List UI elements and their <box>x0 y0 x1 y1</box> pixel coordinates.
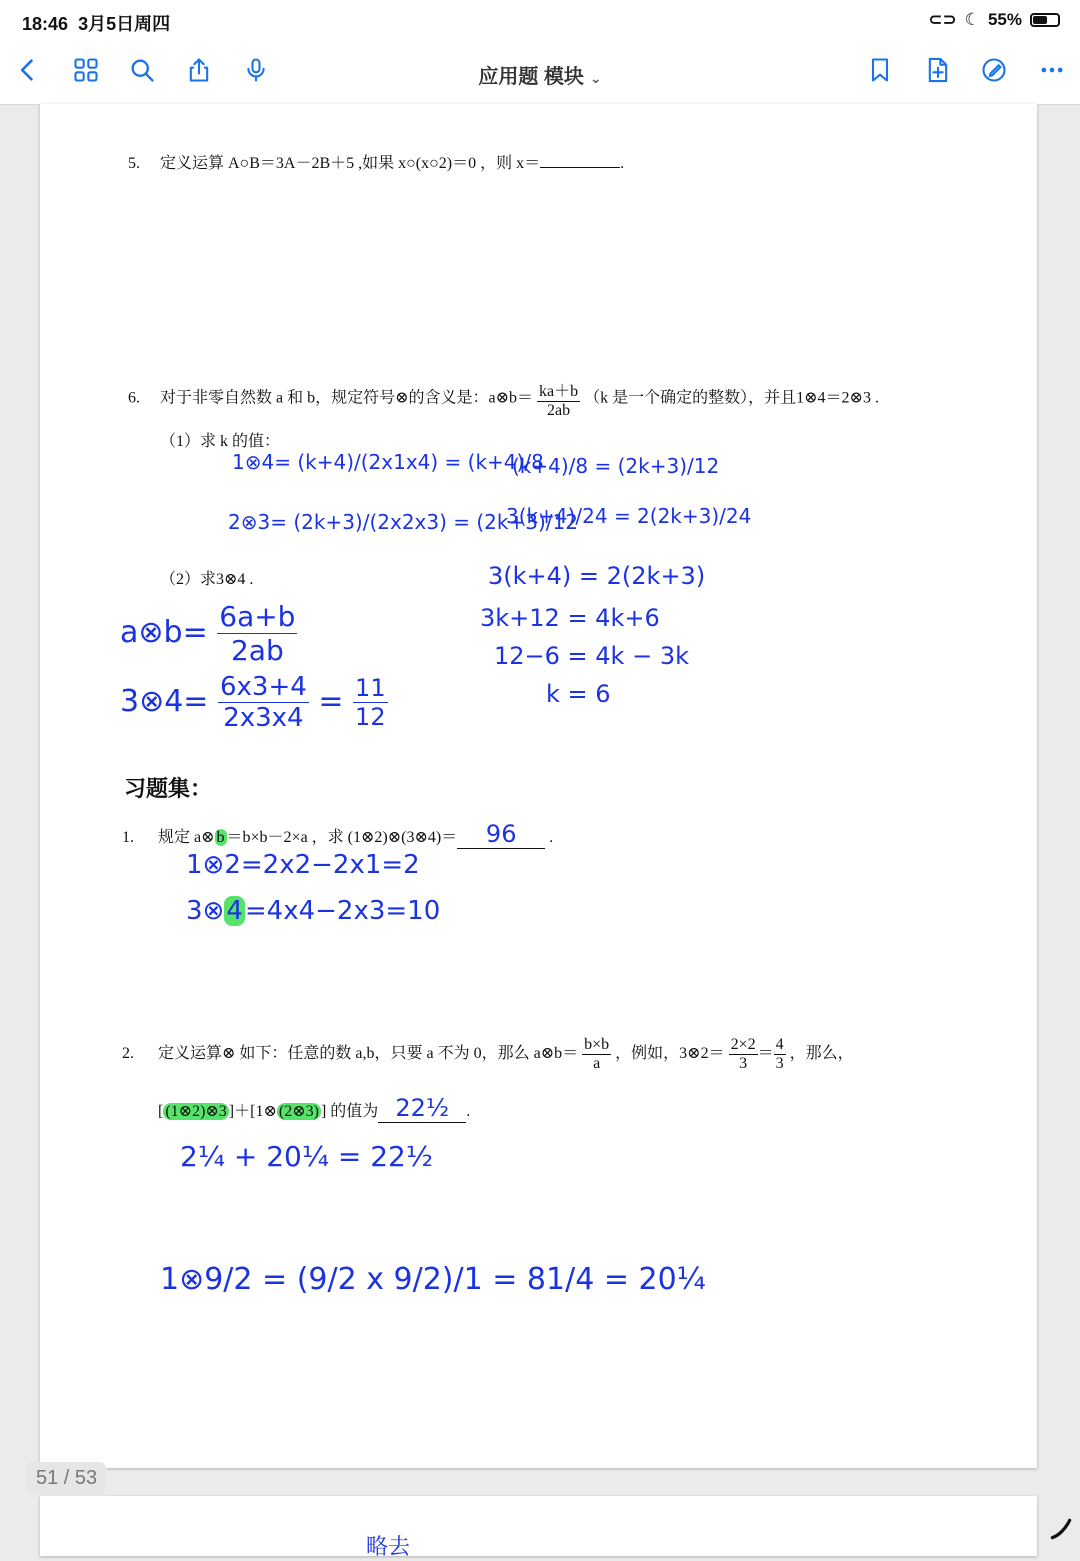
ink-line: 2¼ + 20¼ = 22½ <box>180 1140 434 1173</box>
chevron-down-icon: ⌄ <box>589 70 602 86</box>
question-6: 6. 对于非零自然数 a 和 b，规定符号⊗的含义是：a⊗b＝ $\frac{ka+b}{2ab}$ （k 是一个确定的整数），并且1⊗4＝2⊗3 . <box>128 378 879 420</box>
ink-line: k = 6 <box>546 680 611 708</box>
status-right <box>928 10 1060 30</box>
add-page-icon[interactable] <box>922 54 954 86</box>
more-icon[interactable] <box>1036 54 1068 86</box>
question-5: 5. 定义运算 A○B＝3A－2B＋5 ,如果 x○(x○2)＝0 ，则 x＝ . <box>128 155 625 172</box>
ink-answer: 96 <box>485 820 517 848</box>
page-indicator: 51 / 53 <box>26 1462 107 1494</box>
ink-line: 12−6 = 4k − 3k <box>494 642 689 670</box>
section-title: 习题集： <box>124 777 213 802</box>
question-6-part-2: （2）求3⊗4 . <box>160 571 254 588</box>
ink-line: (k+4)/8 = (2k+3)/12 <box>512 454 720 478</box>
toolbar <box>0 40 1080 105</box>
ink-line: 3⊗4=4x4−2x3=10 <box>186 896 441 926</box>
ink-line: 1⊗2=2x2−2x1=2 <box>186 850 420 880</box>
ink-line: 1⊗9/2 = (9/2 x 9/2)/1 = 81/4 = 20¼ <box>160 1262 706 1297</box>
ink-line: 3k+12 = 4k+6 <box>480 604 660 632</box>
fraction: $\frac{ka+b}{2ab}$ <box>537 378 580 420</box>
battery-icon <box>1030 13 1060 27</box>
status-time: 18:46 3月5日周四 <box>22 14 171 34</box>
ink-formula: a⊗b= $\frac{6a+b}{2ab}$ <box>120 600 296 667</box>
exercise-2-expression: [ (1⊗2)⊗3 ]＋[1⊗ (2⊗3) ] 的值为 22½ . <box>158 1094 471 1122</box>
next-page <box>40 1496 1037 1560</box>
exercise-2: 2. 定义运算⊗ 如下：任意的数 a,b，只要 a 不为 0，那么 a⊗b＝ $\frac{b\times b}{a}$ ，例如，3⊗2＝ $\frac{2\times 2}{3}$ ＝ $\frac{4}{3}$ ，那么， <box>122 1036 854 1072</box>
document-title[interactable]: 应用题 模块 ⌄ <box>478 66 602 88</box>
link-icon: ⊂⊃ <box>928 10 957 29</box>
status-bar <box>0 0 1080 40</box>
ink-line: 略去 <box>366 1535 411 1560</box>
battery-percent: 55% <box>987 10 1022 29</box>
bookmark-icon[interactable] <box>864 54 896 86</box>
exercise-1: 1. 规定 a⊗ b ＝b×b－2×a ，求 (1⊗2)⊗(3⊗4)＝ 96 . <box>122 820 554 848</box>
question-6-part-1: （1）求 k 的值： <box>160 433 281 450</box>
ink-line: 2⊗3= (2k+3)/(2x2x3) = (2k+3)/12 <box>228 510 578 534</box>
pencil-icon[interactable] <box>978 54 1010 86</box>
ink-line: 3(k+4) = 2(2k+3) <box>488 562 706 590</box>
moon-icon: ☾ <box>964 10 980 29</box>
ink-answer: 22½ <box>395 1094 450 1122</box>
ink-line: 3(k+4)/24 = 2(2k+3)/24 <box>506 504 752 528</box>
ink-answer: 3⊗4= $\frac{6x3+4}{2x3x4}$ = $\frac{11}{12}$ <box>120 672 386 733</box>
pen-tool-icon[interactable] <box>1048 1516 1074 1542</box>
ink-line: 1⊗4= (k+4)/(2x1x4) = (k+4)/8 <box>232 450 544 474</box>
